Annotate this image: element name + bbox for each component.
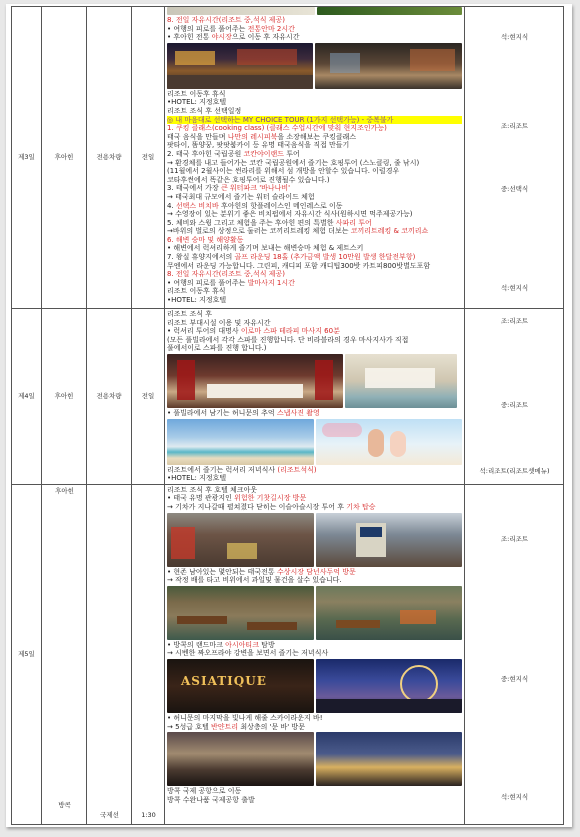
text-line: 6. 해변 승마 및 해양활동 [167,235,244,244]
text-line: •HOTEL: 지정호텔 [167,296,227,305]
day4-city: 후아힌 [42,309,87,485]
train-photo [316,513,463,567]
floating-market-photo-2 [316,586,463,640]
highlight-text: 야시장 [211,33,232,42]
highlight-text: 선택스 비치바 [175,201,219,210]
text-line: 5. 체비와 스윙 그리고 체험을 주는 후아힌 편의 특별한 사파리 투어 [167,218,372,227]
text-line: → 수영장이 있는 분위기 좋은 비치펍에서 자유시간 식사(원하시면 먹주제공가능) [167,210,413,219]
day5-time-text: 1:30 [141,810,156,819]
text-line: • 허니문의 마지막을 빛나게 해줄 스카이라운지 바! [167,713,323,722]
text-line: 팟타이, 똠양꿍, 팟팟붐카이 등 유명 태국음식을 직접 만들기 [167,141,350,150]
day4-hotel: •HOTEL: 지정호텔 [167,474,227,483]
text-line: 무엔에서 라운딩 가능합니다. 그린피, 캐디피 포함 캐디팁300밧 카트피800밧별도포함 [167,261,431,270]
day5-city [42,484,87,824]
day4-meal-2: 중:리조트 [500,401,529,409]
highlight-text: 나만의 레시피북 [227,132,278,141]
dinner-line: 리조트에서 즐기는 럭셔리 저녁식사 (리조트석식) [167,465,317,474]
text-line: → 5성급 호텔 반얀트리 최상층의 '문 바' 방문 [167,722,305,731]
text-line: 코타후썬에서 똑같은 호핑투어로 진행될수 있습니다.) [167,175,330,184]
text-line: 4. 선택스 비치바 후아힌의 핫플레이스인 메인레스로 이동 [167,201,343,210]
text-line: → 시벤한 짜오프라야 강변을 보면서 즐기는 저녁식사 [167,649,329,658]
text-line: (모든 풀빌라에서 각각 스파를 진행합니다. 단 비라블라의 경우 마사지사가 직접 [167,335,409,344]
highlight-text: 전통안마 2시간 [247,24,295,33]
text-line: →바위의 벌로의 상정으로 둘러는 코끼리트레킹 체험 더보는 코끼리트레킹 & 코끼리쇼 [167,227,429,236]
text-line: 태국 음식을 만들며 나만의 레시피북을 소장해보는 쿠킹클래스 [167,132,357,141]
day5-city-1: 후아힌 [55,486,74,495]
text-line: 풀에서이로 스파를 진행 합니다.) [167,344,267,353]
day4-row [12,309,564,485]
day3-transport: 전용차량 [87,7,132,309]
day5-content [165,484,465,824]
day4-transport: 전용차량 [87,309,132,485]
floating-market-photo-1 [167,586,314,640]
text-line: 리조트 조식 후 [167,310,213,318]
text-line: 1. 쿠킹 클래스(cooking class) (클래스 수업시간에 맞춰 현지조인가능) [167,124,387,133]
text-line: → 작정 배를 타고 비위에서 과일및 물건을 살수 있습니다. [167,576,342,585]
text-line: • 후아힌 전통 야시장으로 이동 후 자유시간 [167,33,300,42]
day5-label: 제5일 [12,484,42,824]
railway-market-photo [167,513,314,567]
highlight-text: 골프 라운딩 18홀 (추가금액 발생 10만원 발생 한달전부항) [234,253,416,262]
day3-meal-4: 석:현지식 [500,284,529,292]
ferris-wheel-photo [316,659,463,713]
highlight-text: 사파리 투어 [335,218,372,227]
couple-snap-photo [316,419,463,465]
text-line: 2. 태국 후아힌 국립공원 코칸야이랜드 투어 [167,149,300,158]
day4-content [165,309,465,485]
day5-meal-1: 조:리조트 [500,534,529,543]
text-line: •HOTEL: 지정호텔 [167,98,227,107]
day4-meals [465,309,564,485]
asiatique-sign: ASIATIQUE [181,673,267,688]
day3-meal-1: 석:현지식 [500,33,529,41]
highlight-text: 큰 워터파크 '바나나비' [220,184,291,193]
asiatique-sign-photo [167,659,314,713]
honeymoon-line: • 풀빌라에서 남기는 허니문의 추억 스냅사진 촬영 [167,408,320,417]
text-line: 리조트 부대시설 이용 및 자유시간 [167,318,271,327]
text-line: 리조트 조식 후 선택일정 [167,106,242,115]
day3-row [12,7,564,309]
text-line: 방콕 수완나품 국제공항 출발 [167,795,255,804]
day4-meal-1: 조:리조트 [500,317,529,325]
day3-label: 제3일 [12,7,42,309]
text-line: → 기차가 지나갈때 펼쳐졌다 닫히는 이슬아슬시장 투어 후 기차 탑승 [167,502,376,511]
text-line: 방콕 국제 공항으로 이동 [167,787,242,796]
text-line: • 여행의 피로를 풀어주는 전통안마 2시간 [167,24,295,33]
text-line: • 럭셔리 투어의 대명사 이로마 스파 테라피 마사지 60분 [167,327,340,336]
highlight-text: 코끼리트레킹 & 코끼리쇼 [350,227,429,236]
text-line: 8. 전일 자유시간(리조트 중,석식 제공) [167,270,285,279]
villa-pool-photo [345,354,457,408]
highlight-text: 위험한 기찻길시장 방문 [234,494,307,503]
highlight-text: 발마사지 1시간 [247,278,295,287]
day3-content [165,7,465,309]
day5-city-2: 방콕 [58,800,71,809]
text-line: 리조트 조식 후 호텔 체크아웃 [167,485,258,494]
top-strip-photo [167,7,315,15]
night-market-photo [167,43,313,89]
highlight-text: 반얀트리 [211,722,239,731]
day5-transport [87,484,132,824]
day4-meal-3: 석:리조트(리조트셋메뉴) [479,467,550,475]
highlight-text: 코칸야이랜드 [243,149,285,158]
market-street-photo [315,43,462,89]
day5-meal-3: 석:현지식 [500,792,529,801]
highlight-text: 수상시장 담넌사두억 방문 [276,567,356,576]
day3-meal-3: 중:선택식 [500,185,529,193]
day3-meal-2: 조:리조트 [500,122,529,130]
highlight-text: 스냅사진 촬영 [276,408,320,417]
spa-room-photo [167,354,343,408]
day5-row [12,484,564,824]
text-line: (11월에서 2월사이는 썬라리를 위해서 섬 개방을 안할수 있습니다. 이럴경우 [167,167,400,176]
day5-meal-2: 중:현지식 [500,674,529,683]
text-line: • 방콕의 랜드마크 아시아티크 탐방 [167,640,275,649]
text-line: 8. 전일 자유시간(리조트 중,석식 제공) [167,16,285,24]
text-line: 7. 왕실 휴양지에서의 골프 라운딩 18홀 (추가금액 발생 10만원 발생 한달전부항) [167,253,416,262]
highlight-text: 아시아티크 [225,640,259,649]
text-line: • 해변에서 럭셔리하게 즐기며 보내는 해변승마 체험 & 제트스키 [167,244,364,253]
day3-city: 후아힌 [42,7,87,309]
rooftop-bar-photo [167,732,314,786]
text-line: → 태국최대 규모에서 즐기는 워터 슬라이드 체험 [167,192,315,201]
day5-time [132,484,165,824]
day4-label: 제4일 [12,309,42,485]
highlight-text: 이로마 스파 테라피 마사지 60분 [240,327,340,336]
text-line: 리조트 이동후 휴식 [167,287,226,296]
text-line: 3. 태국에서 가장 큰 워터파크 '바나나비' [167,184,291,193]
day3-meals [465,7,564,309]
top-strip-photo-2 [317,7,462,15]
day3-time: 전일 [132,7,165,309]
day5-meals [465,484,564,824]
beach-photo [167,419,314,465]
text-line: ◎ 내 마음대로 선택하는 MY CHOICE TOUR (1가지 선택가능) - 중복불가 [167,116,462,125]
itinerary-table [11,6,564,825]
day5-transport-text: 국제선 [100,810,119,819]
text-line: • 현존 남아있는 몇안되는 태국전통 수상시장 담넌사두억 방문 [167,567,356,576]
itinerary-page [6,4,572,827]
day4-time: 전일 [132,309,165,485]
text-line: → 환경체를 내고 들어가는 코칸 국립공원에서 즐기는 호핑투어 (스노클링, 줄 낚시) [167,158,420,167]
city-night-photo [316,732,463,786]
highlight-text: (리조트석식) [277,465,317,474]
text-line: • 여행의 피로를 풀어주는 발마사지 1시간 [167,278,295,287]
highlight-text: 기차 탑승 [346,502,376,511]
text-line: • 태국 유명 관광지인 위험한 기찻길시장 방문 [167,494,307,503]
text-line: 리조트 이동후 휴식 [167,89,226,98]
